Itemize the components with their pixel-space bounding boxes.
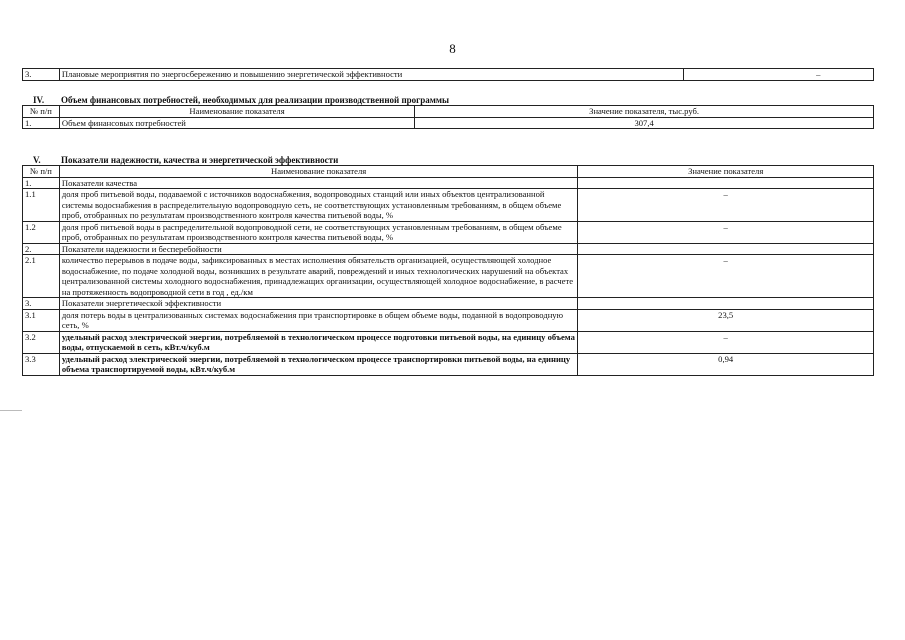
section-5-title: Показатели надежности, качества и энергетической эффективности [61, 155, 339, 165]
row-value: 307,4 [415, 117, 874, 129]
row-name: доля проб питьевой воды в распределительной водопроводной сети, не соответствующих установленным требованиям, в общем объеме проб, отобранных по результатам производственного контроля качества питьевой воды, % [59, 221, 578, 243]
row-name: Показатели надежности и бесперебойности [59, 243, 578, 255]
table-row [23, 221, 874, 243]
row-number: 3. [23, 298, 60, 310]
row-value [578, 243, 874, 255]
section-4-title: Объем финансовых потребностей, необходимых для реализации производственной программы [61, 95, 450, 105]
row-value: – [578, 331, 874, 353]
section-4-number: IV. [33, 95, 45, 105]
row-number: 3.2 [23, 331, 60, 353]
row-number: 2.1 [23, 255, 60, 298]
table-row [23, 353, 874, 375]
row-name: доля потерь воды в централизованных системах водоснабжения при транспортировке в общем объеме воды, поданной в водопроводную сеть, % [59, 309, 578, 331]
table-row [23, 117, 874, 129]
row-value: 0,94 [578, 353, 874, 375]
page-number: 8 [449, 41, 456, 56]
row-value [578, 177, 874, 189]
header-name: Наименование показателя [59, 166, 578, 178]
row-value: 23,5 [578, 309, 874, 331]
row-name: удельный расход электрической энергии, потребляемой в технологическом процессе транспортировки питьевой воды, на единицу объема транспортируемой воды, кВт.ч/куб.м [59, 353, 578, 375]
row-name: удельный расход электрической энергии, потребляемой в технологическом процессе подготовки питьевой воды, на единицу объема воды, отпускаемой в сеть, кВт.ч/куб.м [59, 331, 578, 353]
financial-needs-table [22, 105, 874, 129]
row-value [578, 298, 874, 310]
section-5-number: V. [33, 155, 41, 165]
header-num: № п/п [23, 106, 60, 118]
table-header-row [23, 166, 874, 178]
row-number: 3. [23, 69, 60, 81]
row-number: 1. [23, 117, 60, 129]
table-row [23, 69, 874, 81]
table-row [23, 189, 874, 222]
table-header-row [23, 106, 874, 118]
table-row [23, 255, 874, 298]
indicators-table [22, 165, 874, 376]
row-value-dash: – [816, 69, 821, 79]
row-number: 1. [23, 177, 60, 189]
scan-artifact-line [0, 410, 22, 411]
table-row [23, 309, 874, 331]
header-value: Значение показателя [578, 166, 874, 178]
row-value: – [578, 221, 874, 243]
header-num: № п/п [23, 166, 60, 178]
row-value: – [578, 189, 874, 222]
row-name: Показатели энергетической эффективности [59, 298, 578, 310]
header-name: Наименование показателя [59, 106, 414, 118]
row-name: количество перерывов в подаче воды, зафиксированных в местах исполнения обязательств организацией, осуществляющей холодное водоснабжение, по подаче холодной воды, возникших в результате аварий, повреждений и иных технологических нарушений на объектах централизованной системы холодного водоснабжения, принадлежащих организации, осуществляющей холодное водоснабжение, в расчете на протяженность водопроводной сети в год , ед./км [59, 255, 578, 298]
table-row [23, 298, 874, 310]
header-value: Значение показателя, тыс.руб. [415, 106, 874, 118]
row-number: 1.2 [23, 221, 60, 243]
table-row [23, 243, 874, 255]
table-row [23, 331, 874, 353]
row-number: 3.1 [23, 309, 60, 331]
row-name: Плановые мероприятия по энергосбережению и повышению энергетической эффективности [59, 69, 683, 81]
activities-table [22, 68, 874, 81]
row-name: Показатели качества [59, 177, 578, 189]
row-name: Объем финансовых потребностей [59, 117, 414, 129]
row-value [683, 69, 873, 81]
row-name: доля проб питьевой воды, подаваемой с источников водоснабжения, водопроводных станций или иных объектов централизованной системы водоснабжения в распределительную водопроводную сеть, не соответствующих установленным требованиям, в общем объеме проб, отобранных по результатам производственного контроля качества питьевой воды, % [59, 189, 578, 222]
row-number: 1.1 [23, 189, 60, 222]
row-number: 2. [23, 243, 60, 255]
row-number: 3.3 [23, 353, 60, 375]
table-row [23, 177, 874, 189]
row-value: – [578, 255, 874, 298]
